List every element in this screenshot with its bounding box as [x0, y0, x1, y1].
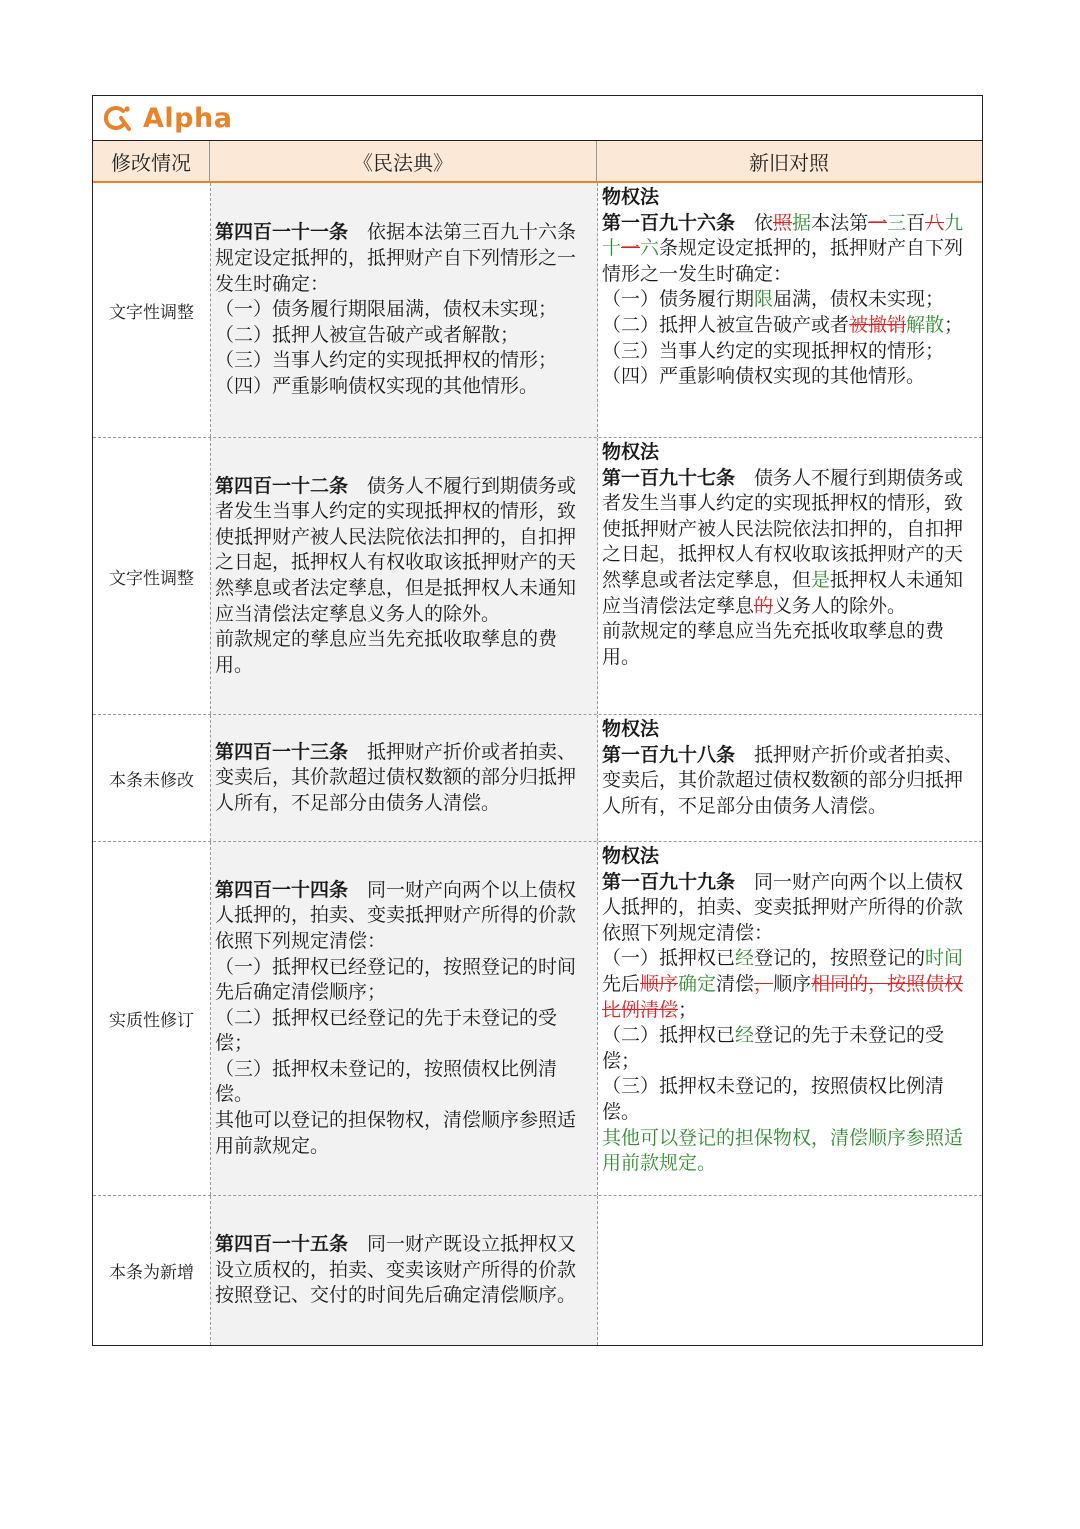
article-title: 第四百一十五条 [215, 1233, 349, 1256]
civil-code-cell [211, 715, 598, 841]
table-row [93, 1196, 982, 1345]
article-title: 第四百一十四条 [215, 878, 349, 901]
deleted-text: 照 [773, 211, 793, 234]
text: 同一财产向两个以上债权人抵押的，拍卖、变卖抵押财产所得的价款依照下列规定清偿： [602, 870, 964, 944]
comparison-table [92, 95, 983, 1346]
deleted-text: 的 [754, 594, 774, 617]
article-item: （三）抵押权未登记的，按照债权比例清偿。 [215, 1057, 558, 1106]
status-label: 本条为新增 [93, 1196, 211, 1345]
text: （一）抵押权已 [602, 947, 736, 970]
text: （二）抵押权已 [602, 1024, 736, 1047]
old-article-text: 前款规定的孳息应当先充抵收取孳息的费用。 [602, 620, 945, 668]
article-text: 抵押财产折价或者拍卖、变卖后，其价款超过债权数额的部分归抵押人所有，不足部分由债务人清偿。 [215, 740, 577, 814]
law-name: 物权法 [602, 186, 660, 208]
article-item: （一）抵押权已经登记的，按照登记的时间先后确定清偿顺序； [215, 955, 577, 1004]
old-article-title: 第一百九十九条 [602, 870, 736, 893]
old-article-item: （三）当事人约定的实现抵押权的情形； [602, 339, 945, 362]
civil-code-cell [211, 842, 598, 1195]
article-text: 依据本法第三百九十六条规定设定抵押的，抵押财产自下列情形之一发生时确定： [215, 221, 577, 295]
article-text: 同一财产向两个以上债权人抵押的，拍卖、变卖抵押财产所得的价款依照下列规定清偿： [215, 878, 577, 952]
old-law-cell-empty [598, 1196, 982, 1345]
deleted-text: 相同的，按照债权比例清偿 [602, 972, 964, 1021]
article-text: 同一财产既设立抵押权又设立质权的，拍卖、变卖该财产所得的价款按照登记、交付的时间先后确定清偿顺序。 [215, 1233, 577, 1307]
old-article-item: （三）抵押权未登记的，按照债权比例清偿。 [602, 1075, 945, 1123]
added-text: 六 [640, 237, 660, 260]
article-item: 其他可以登记的担保物权，清偿顺序参照适用前款规定。 [215, 1109, 577, 1157]
table-row [93, 842, 982, 1196]
article-title: 第四百一十一条 [215, 221, 349, 244]
table-row [93, 183, 982, 438]
law-name: 物权法 [602, 718, 660, 740]
civil-code-cell [211, 438, 598, 714]
text: 先后 [602, 972, 641, 995]
header-status: 修改情况 [93, 141, 210, 181]
alpha-logo-icon [101, 102, 133, 134]
text: 条规定设定抵押的，抵押财产自下列情形之一发生时确定： [602, 237, 964, 285]
added-text: 九十 [602, 211, 964, 260]
article-title: 第四百一十二条 [215, 474, 349, 497]
text: 依 [735, 211, 774, 234]
article-title: 第四百一十三条 [215, 740, 349, 763]
text: 登记的先于未登记的受偿； [602, 1024, 945, 1072]
added-text: 确定 [678, 972, 717, 995]
status-label: 文字性调整 [93, 438, 211, 714]
article-item: （一）债务履行期限届满，债权未实现； [215, 298, 558, 321]
old-law-cell [598, 438, 982, 714]
table-row [93, 438, 982, 715]
deleted-text: 被撤销 [849, 313, 907, 336]
deleted-text: 一 [621, 237, 641, 260]
article-item: （三）当事人约定的实现抵押权的情形； [215, 349, 558, 372]
text: ； [678, 998, 698, 1021]
text: 抵押权人未通知应当清偿法定孳息 [602, 568, 964, 617]
old-article-item: （四）严重影响债权实现的其他情形。 [602, 365, 926, 388]
old-article-title: 第一百九十八条 [602, 743, 736, 766]
added-text: 三 [887, 211, 907, 234]
text: （二）抵押人被宣告破产或者 [602, 313, 850, 336]
deleted-text: 顺序 [640, 972, 679, 995]
law-name: 物权法 [602, 845, 660, 867]
text: 债务人不履行到期债务或者发生当事人约定的实现抵押权的情形，致使抵押财产被人民法院依法扣押的，自扣押之日起 [602, 466, 964, 566]
added-text: 是 [811, 568, 831, 591]
old-law-cell [598, 715, 982, 841]
deleted-text: 八 [925, 211, 945, 234]
article-item: （二）抵押权已经登记的先于未登记的受偿； [215, 1006, 558, 1055]
added-paragraph: 其他可以登记的担保物权，清偿顺序参照适用前款规定。 [602, 1126, 964, 1175]
status-label: 本条未修改 [93, 715, 211, 841]
text: 登记的，按照登记的 [754, 947, 926, 970]
text: 抵押权人有权收取该抵押财产的天然孳息或者法定孳息，但 [602, 543, 964, 591]
header-civil-code: 《民法典》 [210, 141, 597, 181]
added-text: 时间 [925, 947, 964, 970]
status-label: 实质性修订 [93, 842, 211, 1195]
table-row [93, 715, 982, 842]
text: 本法第 [811, 211, 869, 234]
old-law-cell [598, 183, 982, 437]
header-comparison: 新旧对照 [749, 150, 829, 175]
text: 义务人的除外。 [773, 594, 907, 617]
brand-name: Alpha [143, 102, 233, 134]
article-text: 前款规定的孳息应当先充抵收取孳息的费用。 [215, 628, 558, 676]
status-label: 文字性调整 [93, 183, 211, 437]
civil-code-cell [211, 183, 598, 437]
text: 抵押财产折价或者拍卖、变卖后，其价款超过债权数额的部分归抵押人所有，不足部分由债务人清偿。 [602, 743, 964, 817]
text: ； [944, 313, 964, 336]
text: （一）债务履行期 [602, 288, 755, 311]
table-header [93, 141, 982, 183]
deleted-text: ， [754, 972, 774, 995]
old-law-cell [598, 842, 982, 1195]
added-text: ， [659, 543, 679, 566]
added-text: 限 [754, 288, 774, 311]
article-item: （二）抵押人被宣告破产或者解散； [215, 323, 520, 346]
brand-bar [93, 96, 982, 141]
added-text: 据 [792, 211, 812, 234]
old-article-title: 第一百九十六条 [602, 211, 736, 234]
text: 百 [906, 211, 926, 234]
old-article-title: 第一百九十七条 [602, 466, 736, 489]
added-text: 经 [735, 947, 755, 970]
deleted-text: 一 [868, 211, 888, 234]
added-text: 解散 [906, 313, 945, 336]
text: 届满，债权未实现； [773, 288, 945, 311]
article-text: 债务人不履行到期债务或者发生当事人约定的实现抵押权的情形，致使抵押财产被人民法院依法扣押的，自扣押之日起，抵押权人有权收取该抵押财产的天然孳息或者法定孳息，但是抵押权人未通知应当清偿法定孳息义务人的除外。 [215, 474, 577, 625]
civil-code-cell [211, 1196, 598, 1345]
text: 顺序 [773, 972, 812, 995]
text: 清偿 [716, 972, 755, 995]
article-item: （四）严重影响债权实现的其他情形。 [215, 374, 539, 397]
added-text: 经 [735, 1024, 755, 1047]
law-name: 物权法 [602, 441, 660, 463]
